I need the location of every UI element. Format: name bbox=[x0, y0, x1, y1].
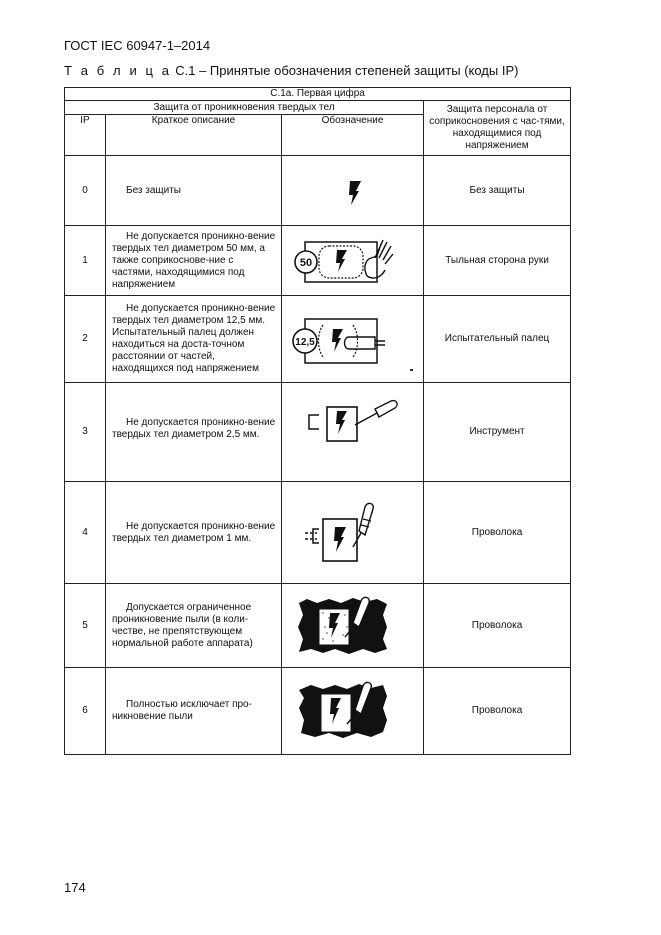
personnel-cell: Проволока bbox=[424, 584, 571, 668]
diameter-label: 50 bbox=[299, 256, 312, 269]
scan-mark bbox=[410, 369, 413, 371]
bolt-only-symbol bbox=[282, 156, 424, 226]
dust-protected-symbol bbox=[282, 584, 424, 668]
table-row bbox=[65, 296, 571, 383]
personnel-cell: Проволока bbox=[424, 482, 571, 584]
lightning-bolt-icon bbox=[332, 329, 343, 352]
caption-prefix: Т а б л и ц а bbox=[64, 63, 172, 78]
wire-probe-icon bbox=[353, 503, 373, 547]
lightning-bolt-icon bbox=[349, 181, 361, 205]
desc-text: Допускается ограниченное проникновение пыли (в коли-честве, не препятствующем нормальной работе аппарата) bbox=[112, 601, 253, 649]
desc-text: Полностью исключает про-никновение пыли bbox=[112, 699, 252, 722]
page-number: 174 bbox=[64, 880, 86, 895]
screwdriver-icon bbox=[355, 401, 397, 425]
wire-symbol bbox=[282, 482, 424, 584]
table-row bbox=[65, 383, 571, 482]
desc-cell bbox=[106, 482, 282, 584]
col-symbol-header: Обозначение bbox=[282, 115, 424, 156]
lightning-bolt-icon bbox=[334, 527, 346, 552]
table-caption bbox=[64, 63, 518, 78]
lightning-bolt-icon bbox=[336, 250, 347, 272]
desc-text: Без защиты bbox=[126, 184, 181, 196]
table-row bbox=[65, 482, 571, 584]
lightning-bolt-icon bbox=[336, 411, 347, 434]
group-header: Защита от проникновения твердых тел bbox=[65, 101, 424, 115]
personnel-cell: Испытательный палец bbox=[424, 296, 571, 383]
col-desc-header: Краткое описание bbox=[106, 115, 282, 156]
ip-cell: 5 bbox=[65, 584, 106, 668]
ip-cell: 2 bbox=[65, 296, 106, 383]
desc-cell bbox=[106, 156, 282, 226]
table-row bbox=[65, 668, 571, 755]
personnel-cell: Тыльная сторона руки bbox=[424, 226, 571, 296]
desc-cell bbox=[106, 383, 282, 482]
desc-text: Не допускается проникно-вение твердых тел диаметром 50 мм, а также соприкоснове-ние с частями, находящимися под напряжением bbox=[112, 230, 276, 290]
personnel-header: Защита персонала от соприкосновения с час-тями, находящимися под напряжением bbox=[424, 101, 571, 156]
desc-cell bbox=[106, 584, 282, 668]
desc-cell bbox=[106, 668, 282, 755]
desc-cell bbox=[106, 296, 282, 383]
finger-icon bbox=[344, 337, 385, 349]
desc-text: Не допускается проникно-вение твердых тел диаметром 1 мм. bbox=[112, 520, 276, 544]
desc-text: Не допускается проникно-вение твердых тел диаметром 2,5 мм. bbox=[112, 417, 276, 440]
ip-cell: 1 bbox=[65, 226, 106, 296]
personnel-cell: Без защиты bbox=[424, 156, 571, 226]
table-row bbox=[65, 226, 571, 296]
desc-text: Не допускается проникно-вение твердых тел диаметром 12,5 мм. Испытательный палец должен находиться на доста-точном расстоянии от частей, находящихся под напряжением bbox=[112, 303, 276, 374]
diameter-label: 12,5 bbox=[294, 337, 315, 348]
personnel-cell: Проволока bbox=[424, 668, 571, 755]
hand-icon bbox=[364, 240, 392, 278]
personnel-cell: Инструмент bbox=[424, 383, 571, 482]
caption-text: С.1 – Принятые обозначения степеней защиты (коды IP) bbox=[171, 63, 519, 78]
ip-cell: 4 bbox=[65, 482, 106, 584]
ip-cell: 3 bbox=[65, 383, 106, 482]
finger-12-5-symbol bbox=[282, 296, 424, 383]
col-ip-header: IP bbox=[65, 115, 106, 156]
hand-50-symbol bbox=[282, 226, 424, 296]
ip-cell: 6 bbox=[65, 668, 106, 755]
table-row bbox=[65, 156, 571, 226]
desc-cell bbox=[106, 226, 282, 296]
document-header: ГОСТ IEC 60947-1–2014 bbox=[64, 38, 211, 53]
table-row bbox=[65, 584, 571, 668]
ip-codes-table bbox=[64, 87, 571, 755]
ip-cell: 0 bbox=[65, 156, 106, 226]
section-title: С.1а. Первая цифра bbox=[65, 88, 571, 101]
dust-tight-symbol bbox=[282, 668, 424, 755]
tool-symbol bbox=[282, 383, 424, 482]
